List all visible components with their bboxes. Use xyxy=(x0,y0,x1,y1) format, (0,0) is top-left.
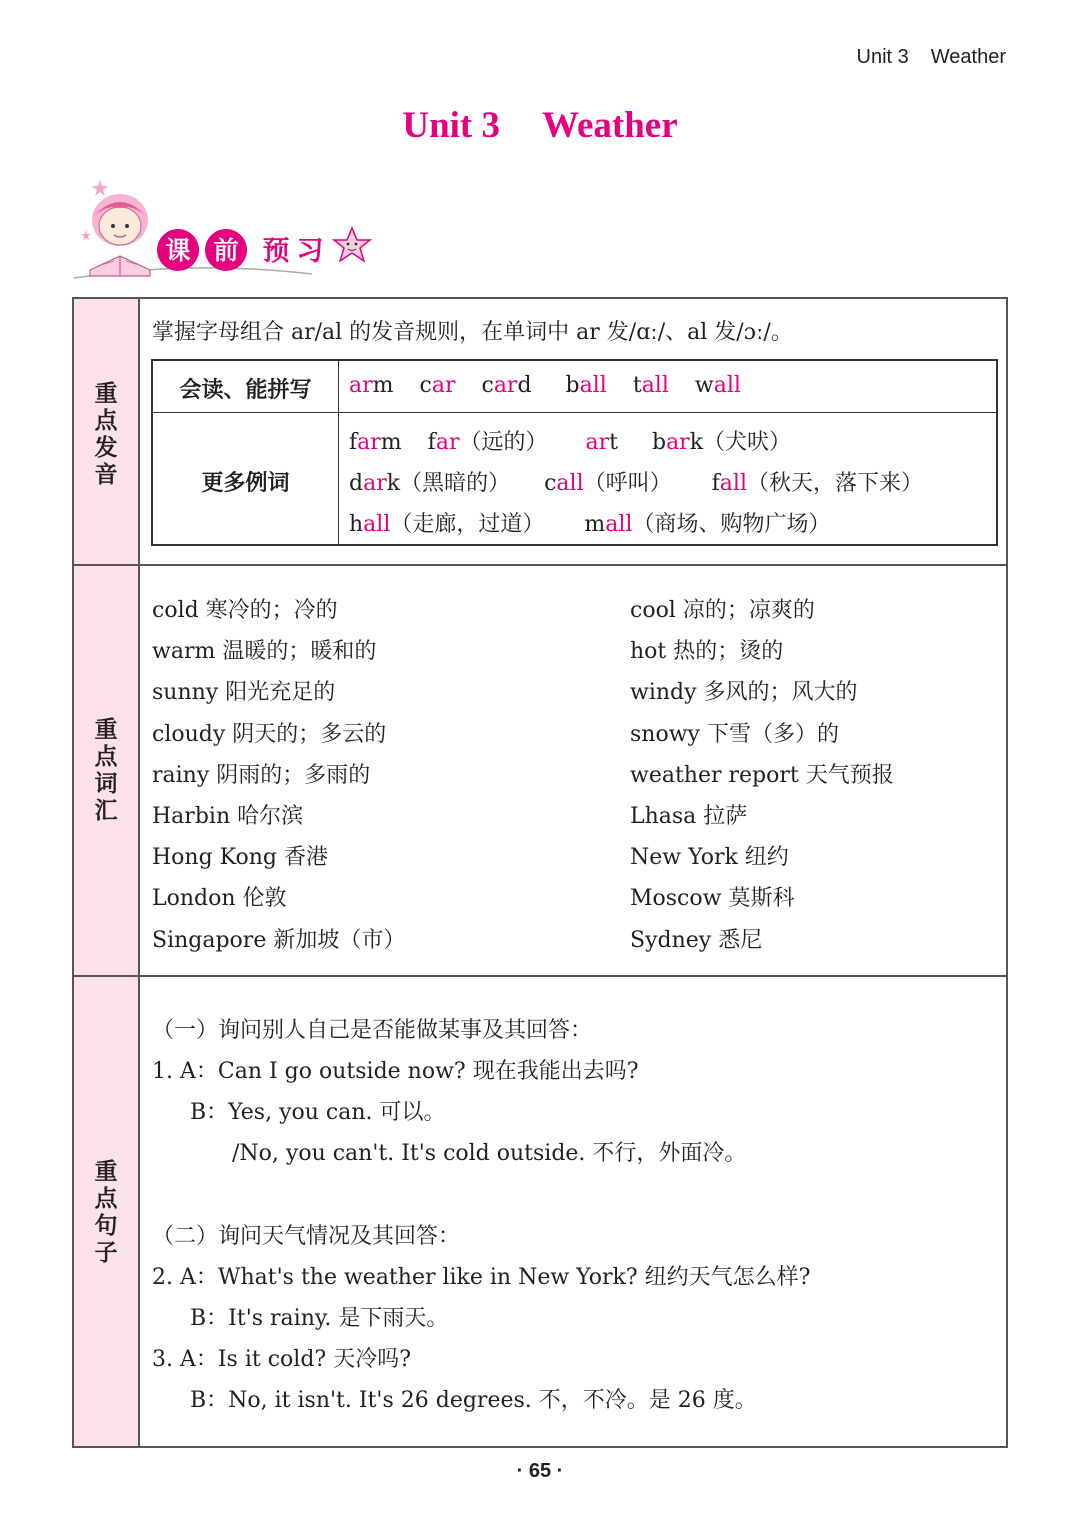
vocabulary-item: snowy 下雪（多）的 xyxy=(630,721,839,747)
word-suffix: k xyxy=(689,430,704,455)
word-suffix: t xyxy=(609,430,618,455)
example-word xyxy=(695,373,741,398)
sentence-line: B：No, it isn't. It's 26 degrees. 不，不冷。是 26 度。 xyxy=(190,1388,757,1413)
word-prefix: b xyxy=(651,430,667,455)
vocabulary-item: Singapore 新加坡（市） xyxy=(152,927,406,953)
sentence-line: B：Yes, you can. 可以。 xyxy=(190,1100,446,1125)
vocabulary-item: cool 凉的；凉爽的 xyxy=(630,598,815,623)
page-number: · 65 · xyxy=(516,1460,564,1482)
word-highlight: ar xyxy=(357,430,381,455)
word-highlight: ar xyxy=(349,373,373,398)
word-prefix: f xyxy=(349,430,358,455)
banner-char-4: 习 xyxy=(296,236,324,267)
pronunciation-intro: 掌握字母组合 ar/al 的发音规则，在单词中 ar 发/ɑː/、al 发/ɔː/。 xyxy=(152,320,793,345)
more-words-line-2 xyxy=(349,466,923,497)
word-prefix: t xyxy=(632,373,642,398)
example-word xyxy=(585,430,617,455)
section-divider xyxy=(74,975,1006,977)
banner-char-1: 课 xyxy=(165,236,191,265)
vocabulary-item: Moscow 莫斯科 xyxy=(630,886,795,912)
section-divider xyxy=(74,564,1006,566)
word-prefix: h xyxy=(349,512,364,537)
example-word xyxy=(420,373,456,398)
sentence-line: 2. A：What's the weather like in New York? 纽约天气怎么样? xyxy=(152,1265,811,1290)
label-char: 子 xyxy=(94,1240,118,1266)
vocabulary-item: warm 温暖的；暖和的 xyxy=(152,639,377,665)
section-label-sentences xyxy=(74,1159,138,1267)
word-gloss: （呼叫） xyxy=(583,471,672,496)
word-highlight: all xyxy=(605,512,633,537)
word-prefix: m xyxy=(584,512,606,537)
label-char: 重 xyxy=(94,381,118,407)
example-word xyxy=(566,373,607,398)
vocabulary-item: windy 多风的；风大的 xyxy=(630,680,858,706)
preview-banner-art xyxy=(72,178,392,284)
label-char: 词 xyxy=(94,771,118,797)
spelling-label: 会读、能拼写 xyxy=(179,378,312,403)
banner-char-3: 预 xyxy=(262,236,290,267)
vocabulary-item: Hong Kong 香港 xyxy=(152,845,329,871)
word-suffix: d xyxy=(517,373,532,398)
word-prefix: c xyxy=(544,471,557,496)
inner-divider xyxy=(338,361,339,544)
pronunciation-word-table xyxy=(151,359,998,546)
word-suffix: m xyxy=(372,373,394,398)
word-highlight: ar xyxy=(493,373,518,398)
section-label-vocabulary xyxy=(74,717,138,825)
running-header-unit: Unit 3 xyxy=(856,46,909,68)
label-char: 重 xyxy=(94,1159,118,1185)
word-prefix: c xyxy=(481,373,494,398)
word-highlight: all xyxy=(641,373,669,398)
vocabulary-item: London 伦敦 xyxy=(152,886,287,912)
example-word xyxy=(633,373,669,398)
word-highlight: all xyxy=(719,471,747,496)
word-prefix: f xyxy=(427,430,436,455)
word-highlight: ar xyxy=(435,430,460,455)
word-gloss: （走廊，过道） xyxy=(390,512,545,537)
unit-title-unit: Unit 3 xyxy=(402,105,501,146)
label-char: 发 xyxy=(94,435,118,461)
word-prefix: b xyxy=(565,373,580,398)
label-char: 汇 xyxy=(94,798,118,824)
example-word xyxy=(349,373,394,398)
example-word xyxy=(481,373,531,398)
sentence-line: /No, you can't. It's cold outside. 不行，外面冷。 xyxy=(232,1141,747,1166)
vocabulary-item: rainy 阴雨的；多雨的 xyxy=(152,762,371,788)
example-word xyxy=(652,430,791,455)
word-highlight: all xyxy=(579,373,607,398)
word-gloss: （黑暗的） xyxy=(400,471,511,496)
word-prefix: w xyxy=(694,373,714,398)
word-highlight: ar xyxy=(585,430,610,455)
word-highlight: ar xyxy=(363,471,387,496)
vocabulary-item: New York 纽约 xyxy=(630,845,789,871)
unit-title xyxy=(0,104,1080,147)
word-highlight: all xyxy=(363,512,391,537)
word-suffix: k xyxy=(386,471,401,496)
vocabulary-item: cold 寒冷的；冷的 xyxy=(152,598,338,623)
vocabulary-item: weather report 天气预报 xyxy=(630,762,894,788)
word-gloss: （犬吠） xyxy=(703,430,792,455)
vocabulary-item: Sydney 悉尼 xyxy=(630,927,763,953)
vocabulary-item: Harbin 哈尔滨 xyxy=(152,804,304,829)
running-header-topic: Weather xyxy=(930,46,1006,68)
inner-divider xyxy=(153,412,996,413)
word-gloss: （秋天，落下来） xyxy=(747,471,924,496)
more-examples-label: 更多例词 xyxy=(201,471,290,496)
example-word xyxy=(712,471,923,496)
example-word xyxy=(584,512,830,537)
sentence-line: B：It's rainy. 是下雨天。 xyxy=(190,1306,449,1331)
word-highlight: ar xyxy=(431,373,456,398)
word-highlight: all xyxy=(713,373,741,398)
running-header xyxy=(857,46,1006,69)
more-words-line-1 xyxy=(349,425,791,456)
vocabulary-item: Lhasa 拉萨 xyxy=(630,804,748,829)
vocabulary-item: sunny 阳光充足的 xyxy=(152,680,336,706)
more-words-line-3 xyxy=(349,507,830,538)
word-highlight: all xyxy=(556,471,584,496)
preview-banner xyxy=(72,178,392,284)
vocabulary-item: cloudy 阴天的；多云的 xyxy=(152,721,387,747)
label-char: 句 xyxy=(94,1213,118,1239)
vocabulary-item: hot 热的；烫的 xyxy=(630,639,784,665)
section-label-pronunciation xyxy=(74,381,138,489)
example-word xyxy=(544,471,672,496)
word-gloss: （商场、购物广场） xyxy=(632,512,831,537)
unit-title-topic: Weather xyxy=(542,105,678,146)
sentence-line: 3. A：Is it cold? 天冷吗? xyxy=(152,1347,411,1372)
word-gloss: （远的） xyxy=(459,430,548,455)
example-word xyxy=(349,471,510,496)
word-prefix: f xyxy=(711,471,720,496)
sentence-line: （二）询问天气情况及其回答： xyxy=(152,1224,461,1249)
word-prefix: d xyxy=(349,471,364,496)
spelling-words-row xyxy=(349,373,767,398)
sentence-line: 1. A：Can I go outside now? 现在我能出去吗? xyxy=(152,1059,639,1084)
star-smile-icon xyxy=(334,228,370,261)
banner-char-2: 前 xyxy=(213,236,239,265)
sentence-line: （一）询问别人自己是否能做某事及其回答： xyxy=(152,1018,593,1043)
word-prefix: c xyxy=(419,373,432,398)
example-word xyxy=(349,430,402,455)
label-char: 点 xyxy=(94,408,118,434)
example-word xyxy=(428,430,548,455)
label-char: 点 xyxy=(94,1186,118,1212)
example-word xyxy=(349,512,544,537)
label-char: 重 xyxy=(94,717,118,743)
label-char: 点 xyxy=(94,744,118,770)
label-char: 音 xyxy=(94,462,118,488)
preview-table xyxy=(72,297,1008,1448)
word-suffix: m xyxy=(380,430,402,455)
word-highlight: ar xyxy=(666,430,690,455)
